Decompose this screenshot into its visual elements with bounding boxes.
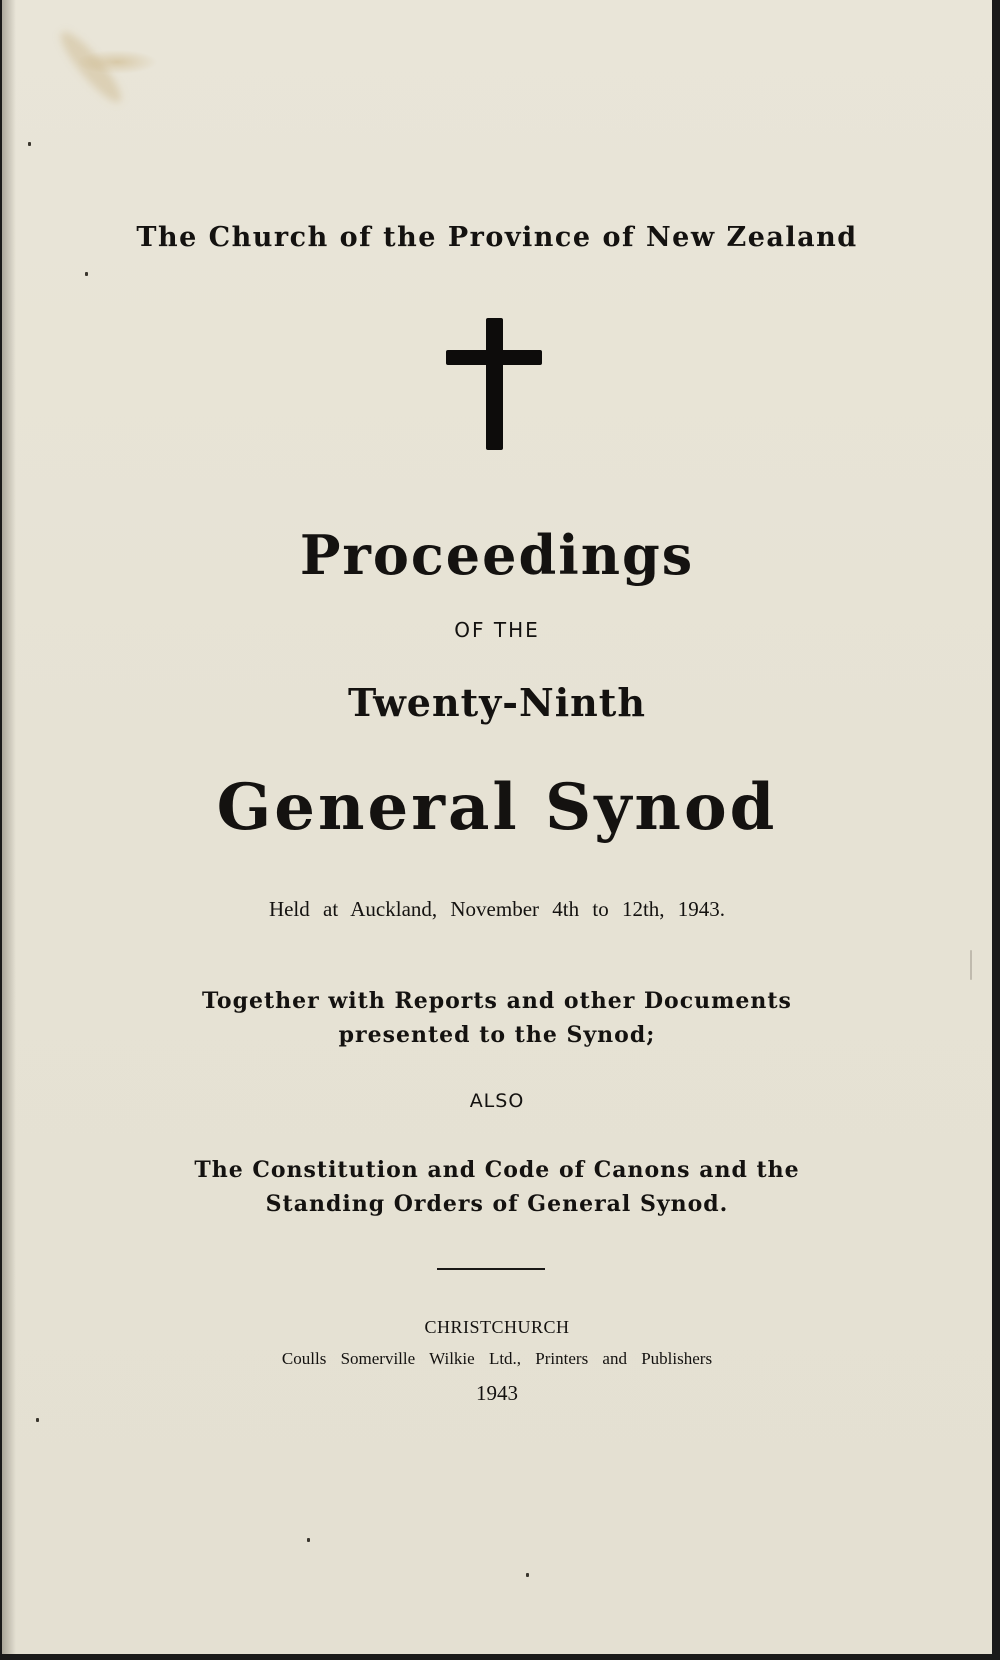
paper-stain — [54, 25, 129, 108]
title-page — [2, 0, 992, 1654]
also-label: ALSO — [469, 1090, 525, 1112]
church-header: The Church of the Province of New Zealand — [136, 222, 858, 253]
of-the-label: OF THE — [454, 618, 540, 642]
together-with-line-1: Together with Reports and other Documents — [202, 988, 792, 1014]
held-dates-line: Held at Auckland, November 4th to 12th, 1943. — [268, 897, 726, 921]
paper-speck — [85, 272, 88, 276]
divider-rule — [437, 1268, 545, 1270]
paper-speck — [28, 142, 31, 146]
imprint-city: CHRISTCHURCH — [424, 1317, 570, 1337]
document-title: Proceedings — [299, 523, 695, 587]
synod-heading: General Synod — [216, 770, 778, 845]
paper-speck — [526, 1573, 529, 1577]
cross-icon — [446, 318, 542, 450]
ordinal-heading: Twenty-Ninth — [347, 680, 646, 725]
paper-speck — [307, 1538, 310, 1542]
paper-speck — [36, 1418, 39, 1422]
imprint-year: 1943 — [476, 1381, 518, 1405]
together-with-line-2: presented to the Synod; — [338, 1022, 656, 1048]
constitution-line-1: The Constitution and Code of Canons and the — [194, 1157, 800, 1183]
paper-scratch — [970, 950, 972, 980]
imprint-publisher: Coulls Somerville Wilkie Ltd., Printers and Publishers — [281, 1349, 713, 1368]
constitution-line-2: Standing Orders of General Synod. — [265, 1191, 729, 1217]
